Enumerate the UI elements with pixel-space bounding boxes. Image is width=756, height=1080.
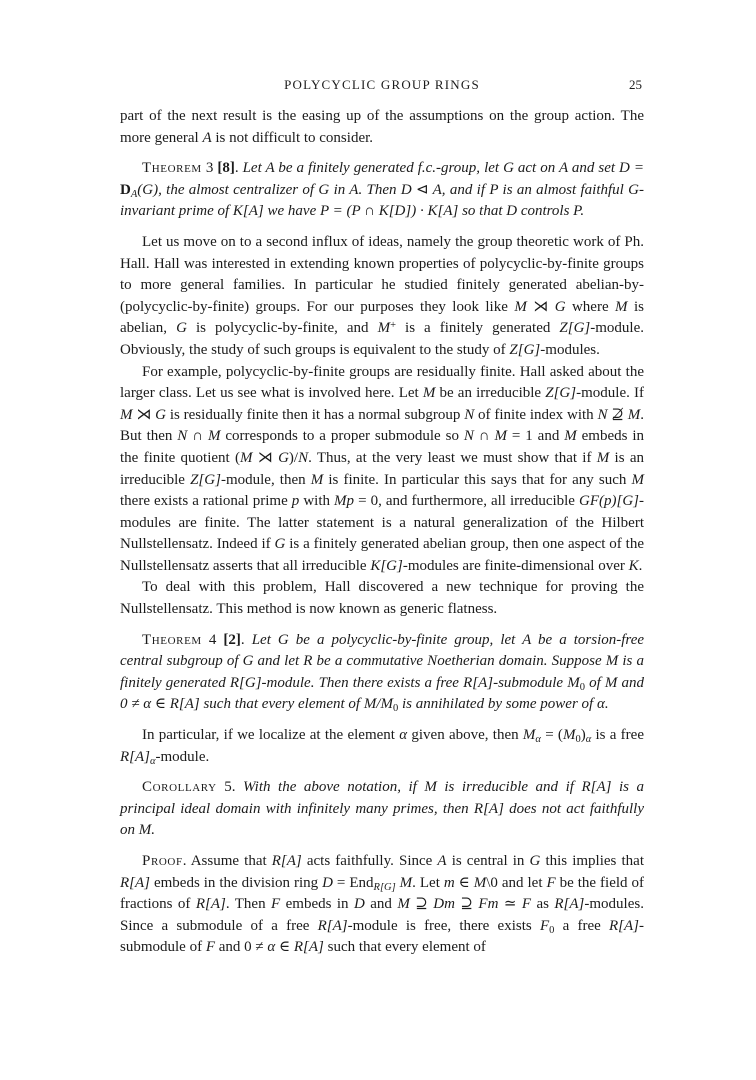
- intro-continuation-paragraph: part of the next result is the easing up of the assumptions on the group action. The more general A is not difficult to consider.: [120, 108, 644, 146]
- theorem-4: Theorem 4 [2]. Let G be a polycyclic-by-finite group, let A be a torsion-free central subgroup of G and let R be a commutative Noetherian domain. Suppose M is a finitely generated R[G]-module. Then there exists a free R[A]-submodule $M_0$ of M and 0 ≠ α ∈ R[A] such that every element of $M/M_0$ is annihilated by some power of α.: [120, 631, 645, 715]
- theorem-3: Theorem 3 [8]. Let A be a finitely generated f.c.-group, let G act on A and set $D = D_A(G)$, the almost centralizer of G in A. Then D ⊲ A, and if P is an almost faithful G-invariant prime of K[A] we have P = (P ∩ K[D]) · K[A] so that D controls P.: [120, 160, 645, 220]
- page-number: 25: [629, 77, 642, 92]
- residually-finite-paragraph: For example, polycyclic-by-finite groups are residually finite. Hall asked about the larger class. Let us see what is involved here. Let M be an irreducible Z[G]-module. If M ⋊ G is residually finite then it has a normal subgroup N of finite index with N ⊉ M. But then N ∩ M corresponds to a proper submodule so N ∩ M = 1 and M embeds in the finite quotient (M ⋊ G)/N. Thus, at the very least we must show that if M is an irreducible Z[G]-module, then M is finite. In particular this says that for any such M there exists a rational prime p with Mp = 0, and furthermore, all irreducible GF(p)[G]-modules are finite. The latter statement is a natural generalization of the Hilbert Nullstellensatz. Indeed if G is a finitely generated abelian group, then one aspect of the Nullstellensatz asserts that all irreducible K[G]-modules are finite-dimensional over K.: [120, 363, 645, 574]
- generic-flatness-paragraph: To deal with this problem, Hall discovered a new technique for proving the Nullstellensatz. This method is now known as generic flatness.: [120, 579, 644, 618]
- running-head-title: POLYCYCLIC GROUP RINGS: [284, 77, 480, 92]
- hall-influx-paragraph: Let us move on to a second influx of ideas, namely the group theoretic work of Ph. Hall. Hall was interested in extending known properties of polycyclic-by-finite groups to more general families. In particular he studied finitely generated abelian-by-(polycyclic-by-finite) groups. For our purposes they look like M ⋊ G where M is abelian, G is polycyclic-by-finite, and M+ is a finitely generated Z[G]-module. Obviously, the study of such groups is equivalent to the study of Z[G]-modules.: [120, 233, 645, 358]
- localization-paragraph: In particular, if we localize at the element α given above, then $M_\alpha = (M_0)_\alpha$ is a free $R[A]_\alpha$-module.: [120, 727, 644, 767]
- page-header: [120, 77, 644, 95]
- proof-paragraph: Proof. Assume that R[A] acts faithfully. Since A is central in G this implies that R[A] embeds in the division ring D = End$_{R[G]}$ M. Let m ∈ M\0 and let F be the field of fractions of R[A]. Then F embeds in D and M ⊇ Dm ⊇ Fm ≃ F as R[A]-modules. Since a submodule of a free R[A]-module is free, there exists $F_0$ a free R[A]-submodule of F and 0 ≠ α ∈ R[A] such that every element of: [120, 853, 644, 956]
- page-body: [120, 106, 644, 968]
- corollary-5: Corollary 5. With the above notation, if M is irreducible and if R[A] is a principal ideal domain with infinitely many primes, then R[A] does not act faithfully on M.: [120, 779, 644, 839]
